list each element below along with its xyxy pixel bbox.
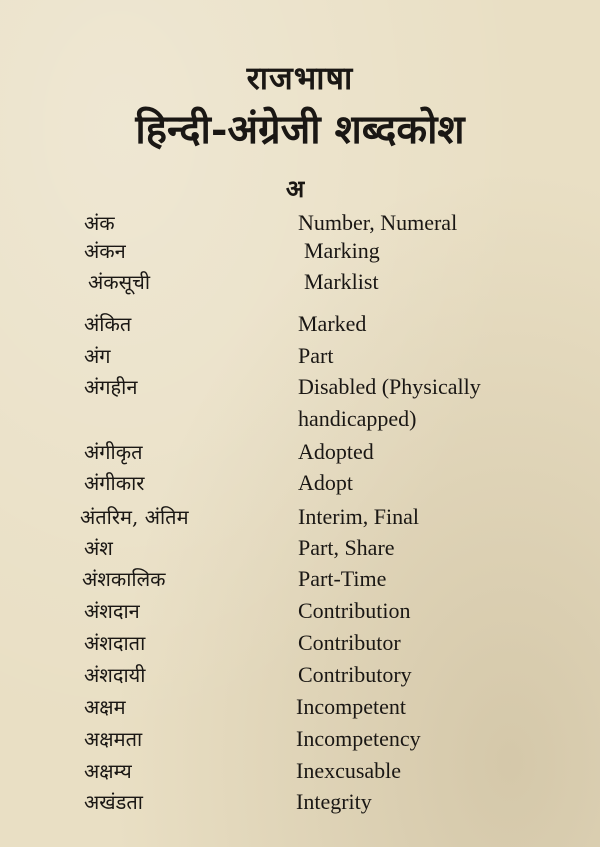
entry-english: Disabled (Physically xyxy=(298,374,481,399)
entry-english: Marklist xyxy=(304,269,379,294)
entry-english: Inexcusable xyxy=(296,758,402,783)
entry-hindi: अंतरिम, अंतिम xyxy=(80,505,189,529)
entry-english: Part-Time xyxy=(298,566,387,591)
entry-hindi: अंशदायी xyxy=(84,663,146,687)
entry-hindi: अंशदाता xyxy=(84,631,146,655)
entry-hindi: अक्षम xyxy=(84,695,126,719)
entry-hindi: अंगहीन xyxy=(84,375,138,399)
entry-english: Part, Share xyxy=(298,535,395,560)
entry-english: Marked xyxy=(298,311,367,336)
entry-hindi: अंग xyxy=(84,344,111,368)
entry-hindi: अंगीकृत xyxy=(84,440,143,464)
entry-hindi: अक्षमता xyxy=(84,727,143,751)
entry-hindi: अंक xyxy=(84,211,115,235)
entry-english: Adopt xyxy=(298,470,353,495)
entry-english: Incompetency xyxy=(296,726,421,751)
entry-hindi: अंश xyxy=(84,536,113,560)
entry-english: Contribution xyxy=(298,598,411,623)
entry-english: Marking xyxy=(304,238,380,263)
entry-hindi: अंशकालिक xyxy=(82,567,166,591)
entry-english-continuation: handicapped) xyxy=(298,406,417,431)
entry-english: Number, Numeral xyxy=(298,210,458,235)
entry-hindi: अंकसूची xyxy=(88,270,151,294)
entry-hindi: अंगीकार xyxy=(84,471,145,495)
entry-hindi: अंकन xyxy=(84,239,126,263)
entry-hindi: अखंडता xyxy=(84,790,143,814)
entry-english: Contributor xyxy=(298,630,401,655)
entry-english: Interim, Final xyxy=(298,504,419,529)
entry-english: Contributory xyxy=(298,662,412,687)
entry-hindi: अंशदान xyxy=(84,599,140,623)
section-letter: अ xyxy=(285,174,305,203)
entry-hindi: अंकित xyxy=(84,312,132,336)
entry-english: Incompetent xyxy=(296,694,406,719)
entry-english: Integrity xyxy=(296,789,372,814)
entry-hindi: अक्षम्य xyxy=(84,759,132,783)
entry-english: Part xyxy=(298,343,334,368)
entry-english: Adopted xyxy=(298,439,374,464)
page-title-line-2: हिन्दी-अंग्रेजी शब्दकोश xyxy=(135,106,465,153)
page-title-line-1: राजभाषा xyxy=(246,59,354,97)
